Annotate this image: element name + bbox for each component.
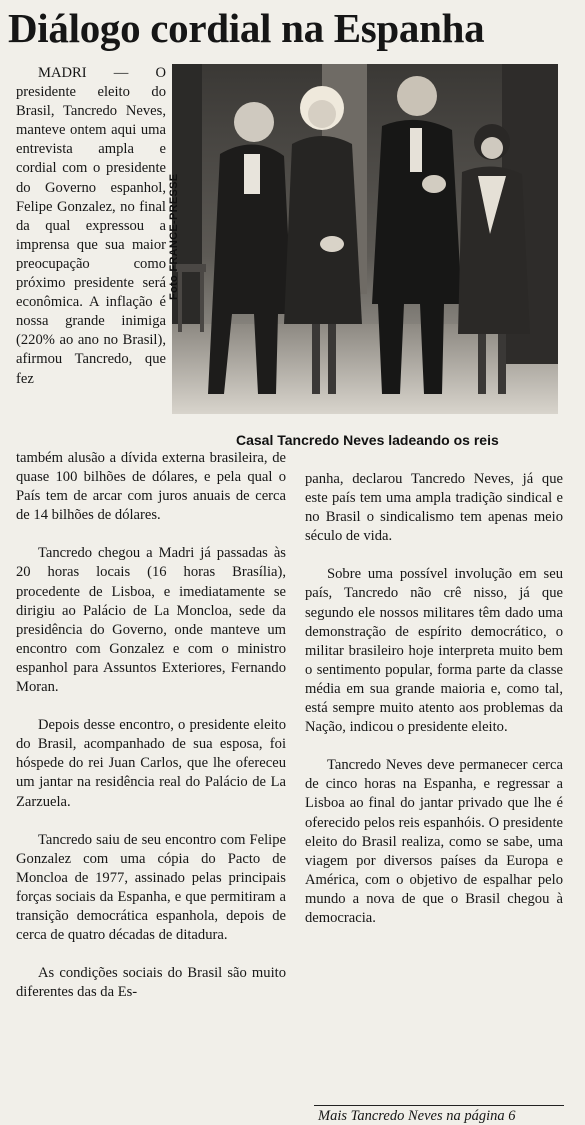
headline: Diálogo cordial na Espanha xyxy=(8,5,485,51)
col1-paragraph-1: também alusão a dívida externa brasileira, de quase 100 bilhões de dólares, e pela qual o País tem de arcar com juros anuais de cerca de 14 bilhões de dólares. xyxy=(16,450,286,524)
photo-illustration xyxy=(172,64,558,414)
col1-paragraph-2: Tancredo chegou a Madri já passadas às 20 horas locais (16 horas Brasília), procedente de Lisboa, e imediatamente se dirigiu ao Palácio de La Moncloa, sede da presidência do Governo, onde manteve um encontro com Gonzalez e com o ministro espanhol para Assuntos Exteriores, Fernando Moran. xyxy=(16,545,286,696)
col1-paragraph-3: Depois desse encontro, o presidente eleito do Brasil, acompanhado de sua esposa, foi hóspede do rei Juan Carlos, que lhe ofereceu um jantar na residência real do Palácio de La Zarzuela. xyxy=(16,717,286,810)
news-photo xyxy=(172,64,558,414)
col1-paragraph-5: As condições sociais do Brasil são muito diferentes das da Es- xyxy=(16,965,286,1001)
continuation-rule xyxy=(314,1105,564,1106)
continuation-line: Mais Tancredo Neves na página 6 xyxy=(318,1108,516,1124)
col1-paragraph-4: Tancredo saiu de seu encontro com Felipe Gonzalez com uma cópia do Pacto de Moncloa de 1977, assinado pelas principais forças sociais da Espanha, e que permitiram a transição democrática espanhola, depois de cerca de quatro décadas de ditadura. xyxy=(16,831,286,944)
column-1 xyxy=(16,449,286,1002)
col2-paragraph-2: Sobre uma possível involução em seu país, Tancredo não crê nisso, já que segundo ele nossos militares têm dado uma demonstração de espírito democrático, o militar brasileiro hoje interpreta muito bem o sentimento popular, forma parte da classe média em sua grande maioria e, como tal, está sempre muito atento aos problemas da Nação, indicou o presidente eleito. xyxy=(305,566,563,736)
photo-caption: Casal Tancredo Neves ladeando os reis xyxy=(236,432,499,448)
photo-credit: Foto FRANCE-PRESSE xyxy=(168,173,180,300)
column-2 xyxy=(305,470,563,928)
lead-text: MADRI — O presidente eleito do Brasil, Tancredo Neves, manteve ontem aqui uma entrevista ampla e cordial com o presidente do Governo espanhol, Felipe Gonzalez, no final da qual expressou a imprensa que sua maior preocupação como próximo presidente será econômica. A inflação é nossa grande inimiga (220% ao ano no Brasil), afirmou Tancredo, que fez xyxy=(16,65,166,387)
col2-paragraph-1: panha, declarou Tancredo Neves, já que este país tem uma ampla tradição sindical e no Brasil o sindicalismo tem apenas meio século de vida. xyxy=(305,471,563,545)
col2-paragraph-3: Tancredo Neves deve permanecer cerca de cinco horas na Espanha, e regressar a Lisboa ao final do jantar privado que lhe é oferecido pelos reis espanhóis. O presidente eleito do Brasil realiza, como se sabe, uma viagem por diversos países da Europa e América, com o objetivo de espalhar pelo mundo a nova de que o Brasil chegou à democracia. xyxy=(305,757,563,926)
lead-paragraph xyxy=(16,64,166,389)
